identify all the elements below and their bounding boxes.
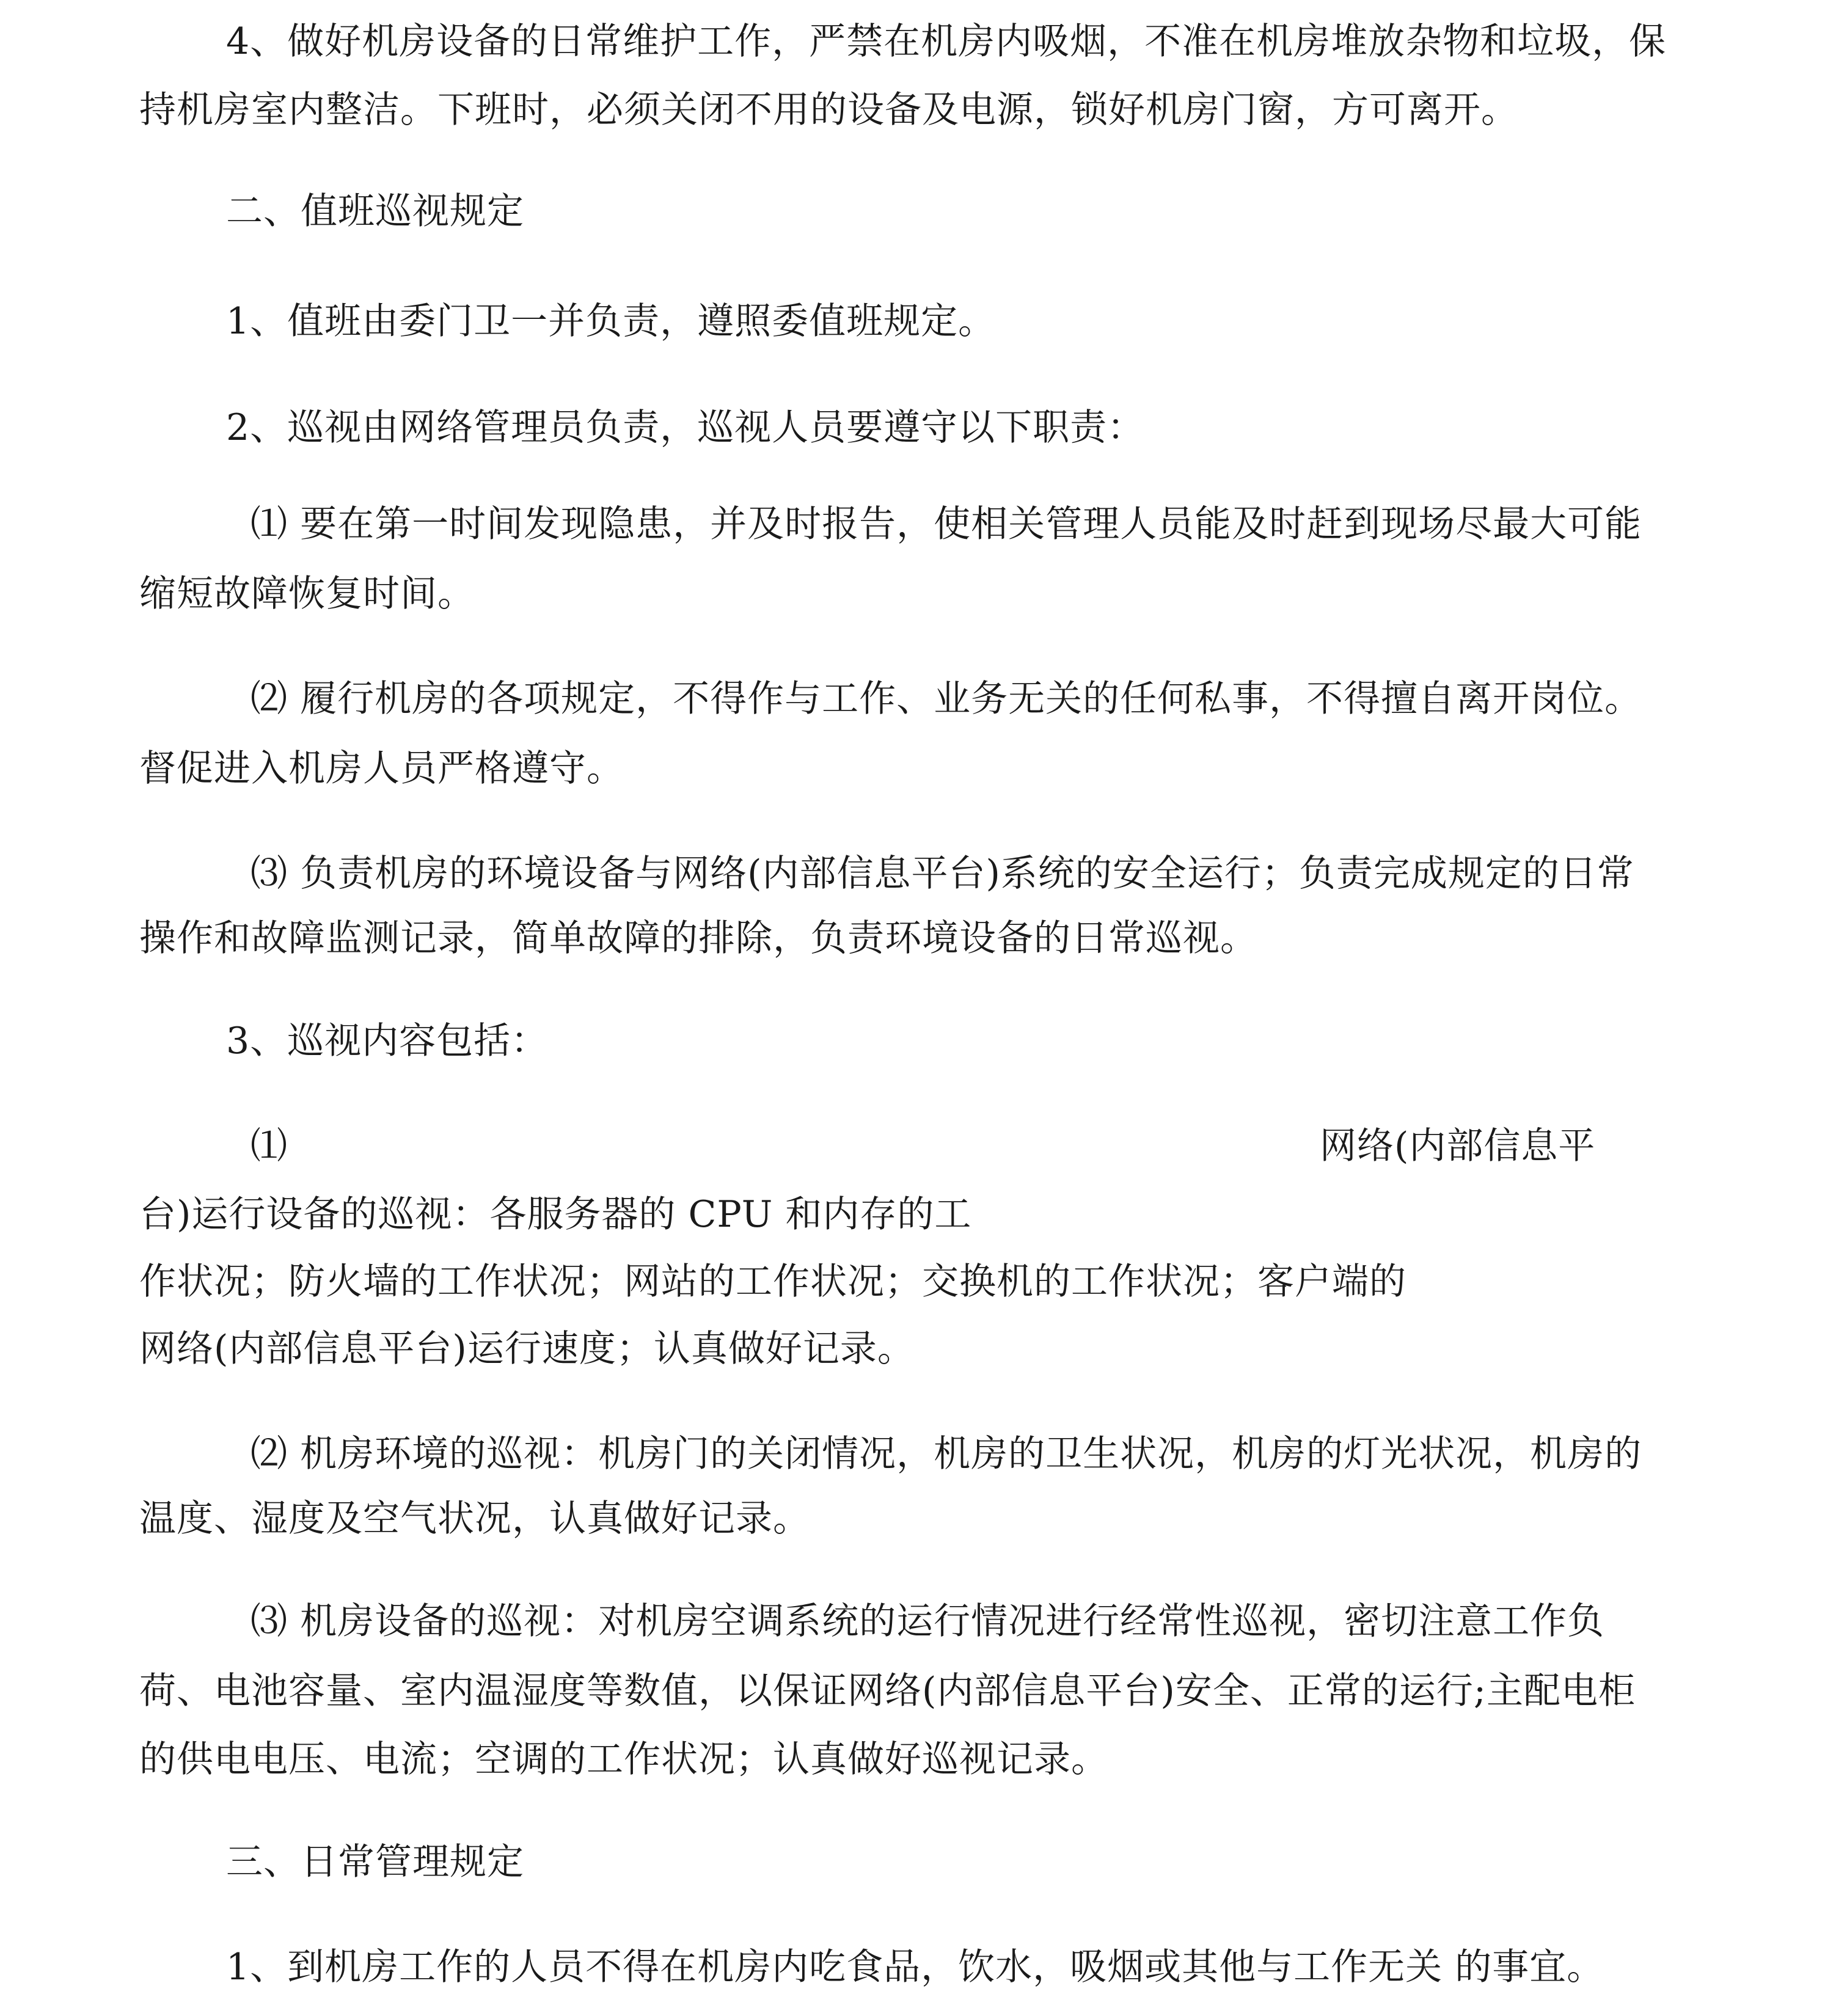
paragraph-line: 持机房室内整洁。下班时，必须关闭不用的设备及电源，锁好机房门窗，方可离开。	[139, 89, 1518, 131]
paragraph-line: 4、做好机房设备的日常维护工作，严禁在机房内吸烟，不准在机房堆放杂物和垃圾，保	[226, 20, 1667, 63]
paragraph-line: 荷、电池容量、室内温湿度等数值，以保证网络(内部信息平台)安全、正常的运行;主配电柜	[139, 1670, 1636, 1712]
paragraph-line: 温度、湿度及空气状况，认真做好记录。	[139, 1497, 810, 1540]
paragraph-line: 督促进入机房人员严格遵守。	[139, 747, 624, 790]
paragraph-line: ⑵ 机房环境的巡视：机房门的关闭情况，机房的卫生状况，机房的灯光状况，机房的	[251, 1433, 1642, 1475]
paragraph-line: ⑴	[251, 1125, 288, 1167]
paragraph-line: 操作和故障监测记录，简单故障的排除，负责环境设备的日常巡视。	[139, 917, 1257, 960]
paragraph-line: 3、巡视内容包括：	[226, 1020, 549, 1062]
paragraph-line: 台)运行设备的巡视：各服务器的 CPU 和内存的工	[139, 1193, 972, 1236]
paragraph-line: 作状况；防火墙的工作状况；网站的工作状况；交换机的工作状况；客户端的	[139, 1260, 1406, 1303]
section-heading: 三、日常管理规定	[226, 1841, 524, 1883]
paragraph-line: 1、值班由委门卫一并负责，遵照委值班规定。	[226, 300, 996, 343]
paragraph-line: 网络(内部信息平	[1320, 1125, 1596, 1167]
paragraph-line: ⑵ 履行机房的各项规定，不得作与工作、业务无关的任何私事，不得擅自离开岗位。	[251, 677, 1642, 720]
paragraph-line: ⑴ 要在第一时间发现隐患，并及时报告，使相关管理人员能及时赶到现场尽最大可能	[251, 503, 1642, 546]
paragraph-line: 2、巡视由网络管理员负责，巡视人员要遵守以下职责：	[226, 406, 1145, 449]
paragraph-line: ⑶ 机房设备的巡视：对机房空调系统的运行情况进行经常性巡视，密切注意工作负	[251, 1600, 1605, 1643]
section-heading: 二、值班巡视规定	[226, 190, 524, 233]
paragraph-line: 的供电电压、电流；空调的工作状况；认真做好巡视记录。	[139, 1738, 1108, 1781]
paragraph-line: 缩短故障恢复时间。	[139, 572, 475, 615]
paragraph-line: 网络(内部信息平台)运行速度；认真做好记录。	[139, 1328, 915, 1370]
paragraph-line: 1、到机房工作的人员不得在机房内吃食品，饮水，吸烟或其他与工作无关 的事宜。	[226, 1946, 1604, 1989]
paragraph-line: ⑶ 负责机房的环境设备与网络(内部信息平台)系统的安全运行；负责完成规定的日常	[251, 852, 1634, 895]
